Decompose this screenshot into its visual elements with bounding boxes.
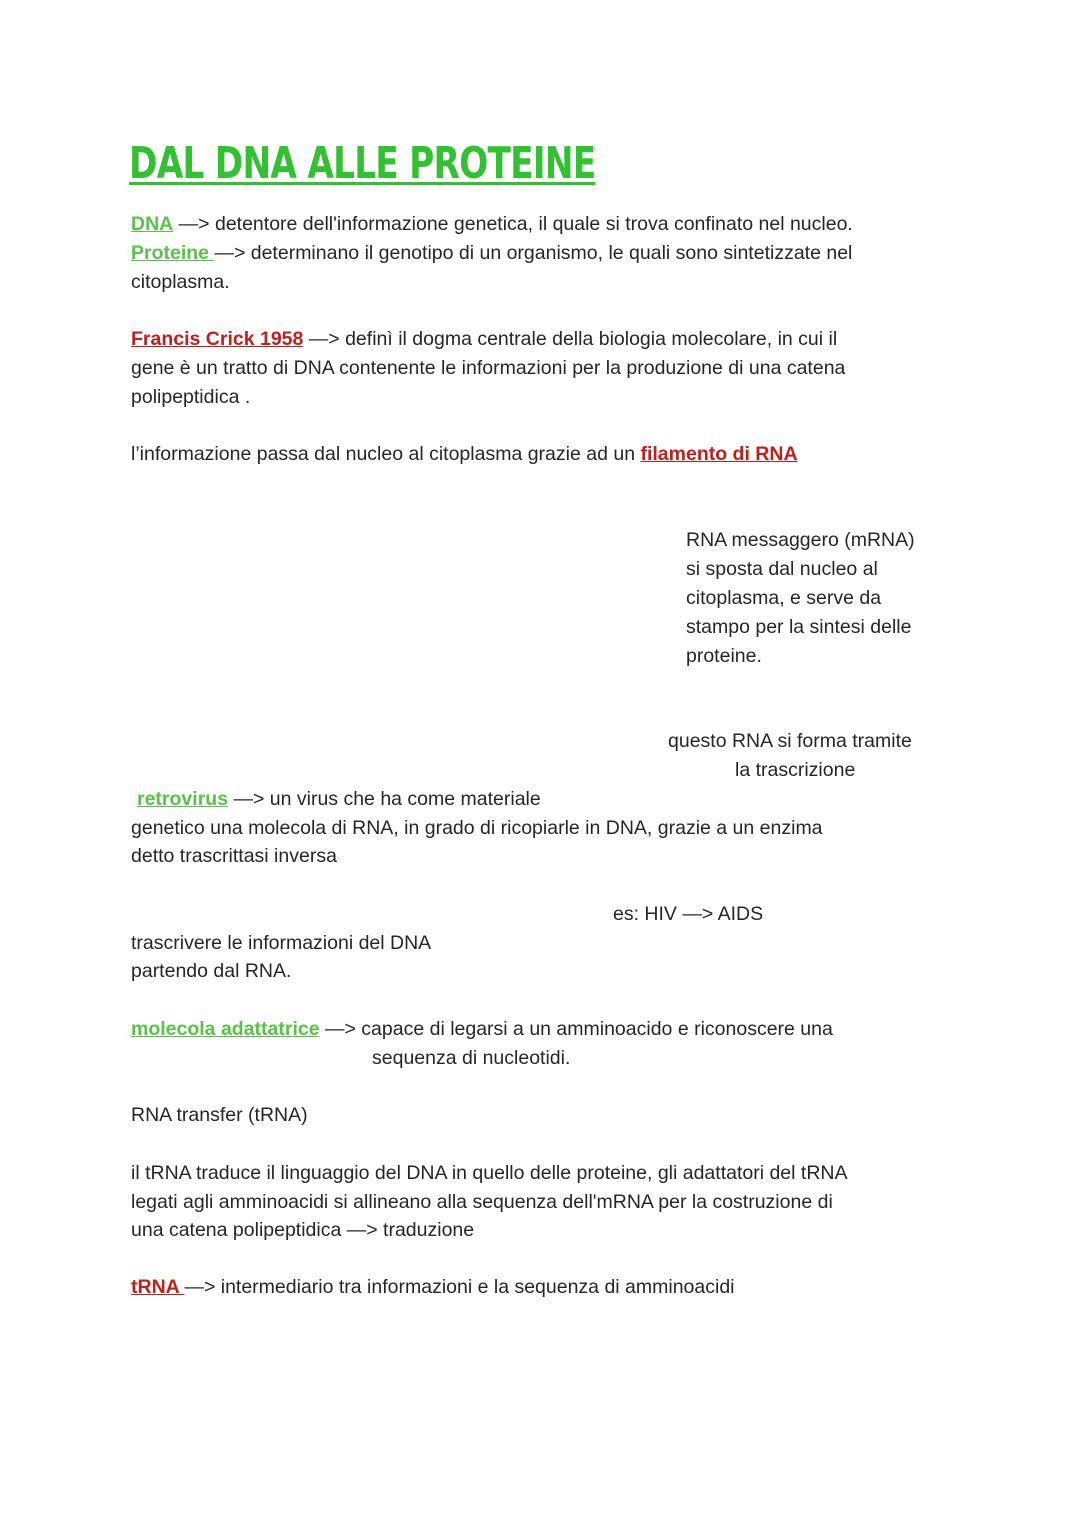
retrovirus-text: —> un virus che ha come materiale [228,788,541,810]
adattatrice-definition [131,1015,833,1044]
crick-definition [131,325,837,354]
trna-para-line-2: legati agli amminoacidi si allineano alla sequenza dell'mRNA per la costruzione di [131,1191,833,1213]
adattatrice-text: —> capace di legarsi a un amminoacido e riconoscere una [319,1018,833,1040]
retrovirus-definition [137,785,541,814]
adattatrice-term: molecola adattatrice [131,1018,320,1040]
proteine-text: —> determinano il genotipo di un organismo, le quali sono sintetizzate nel [214,242,853,264]
proteine-term: Proteine [131,242,215,264]
mrna-note-line-4: stampo per la sintesi delle [686,616,912,638]
mrna-note-line-5: proteine. [686,645,762,667]
info-line [131,440,798,469]
hiv-note: es: HIV —> AIDS [613,903,764,925]
crick-line-2: gene è un tratto di DNA contenente le informazioni per la produzione di una catena [131,357,846,379]
proteine-definition [131,239,852,268]
mrna-note-line-1: RNA messaggero (mRNA) [686,529,915,551]
filamento-term: filamento di RNA [640,443,798,465]
trascrivere-line-1: trascrivere le informazioni del DNA [131,932,432,954]
trna-para-line-1: il tRNA traduce il linguaggio del DNA in quello delle proteine, gli adattatori del tRNA [131,1162,848,1184]
trna-term: tRNA [131,1276,185,1298]
dna-definition [131,210,853,239]
info-text: l’informazione passa dal nucleo al citoplasma grazie ad un [131,443,641,465]
trascrizione-note-line-1: questo RNA si forma tramite [668,730,912,752]
adattatrice-line-2: sequenza di nucleotidi. [372,1047,571,1069]
trna-definition [131,1273,735,1302]
trna-para-line-3: una catena polipeptidica —> traduzione [131,1219,475,1241]
proteine-continuation: citoplasma. [131,271,230,293]
trna-text: —> intermediario tra informazioni e la sequenza di amminoacidi [184,1276,735,1298]
crick-text: —> definì il dogma centrale della biologia molecolare, in cui il [303,328,838,350]
dna-text: —> detentore dell'informazione genetica, il quale si trova confinato nel nucleo. [173,213,853,235]
retrovirus-term: retrovirus [137,788,229,810]
trna-heading: RNA transfer (tRNA) [131,1104,308,1126]
retrovirus-line-2: genetico una molecola di RNA, in grado di ricopiarle in DNA, grazie a un enzima [131,817,823,839]
trascrizione-note-line-2: la trascrizione [735,759,856,781]
trascrivere-line-2: partendo dal RNA. [131,960,292,982]
dna-term: DNA [131,213,174,235]
mrna-note-line-3: citoplasma, e serve da [686,587,882,609]
page-title: DAL DNA ALLE PROTEINE [129,138,596,189]
mrna-note-line-2: si sposta dal nucleo al [686,558,878,580]
crick-line-3: polipeptidica . [131,386,251,408]
crick-term: Francis Crick 1958 [131,328,304,350]
retrovirus-line-3: detto trascrittasi inversa [131,845,337,867]
